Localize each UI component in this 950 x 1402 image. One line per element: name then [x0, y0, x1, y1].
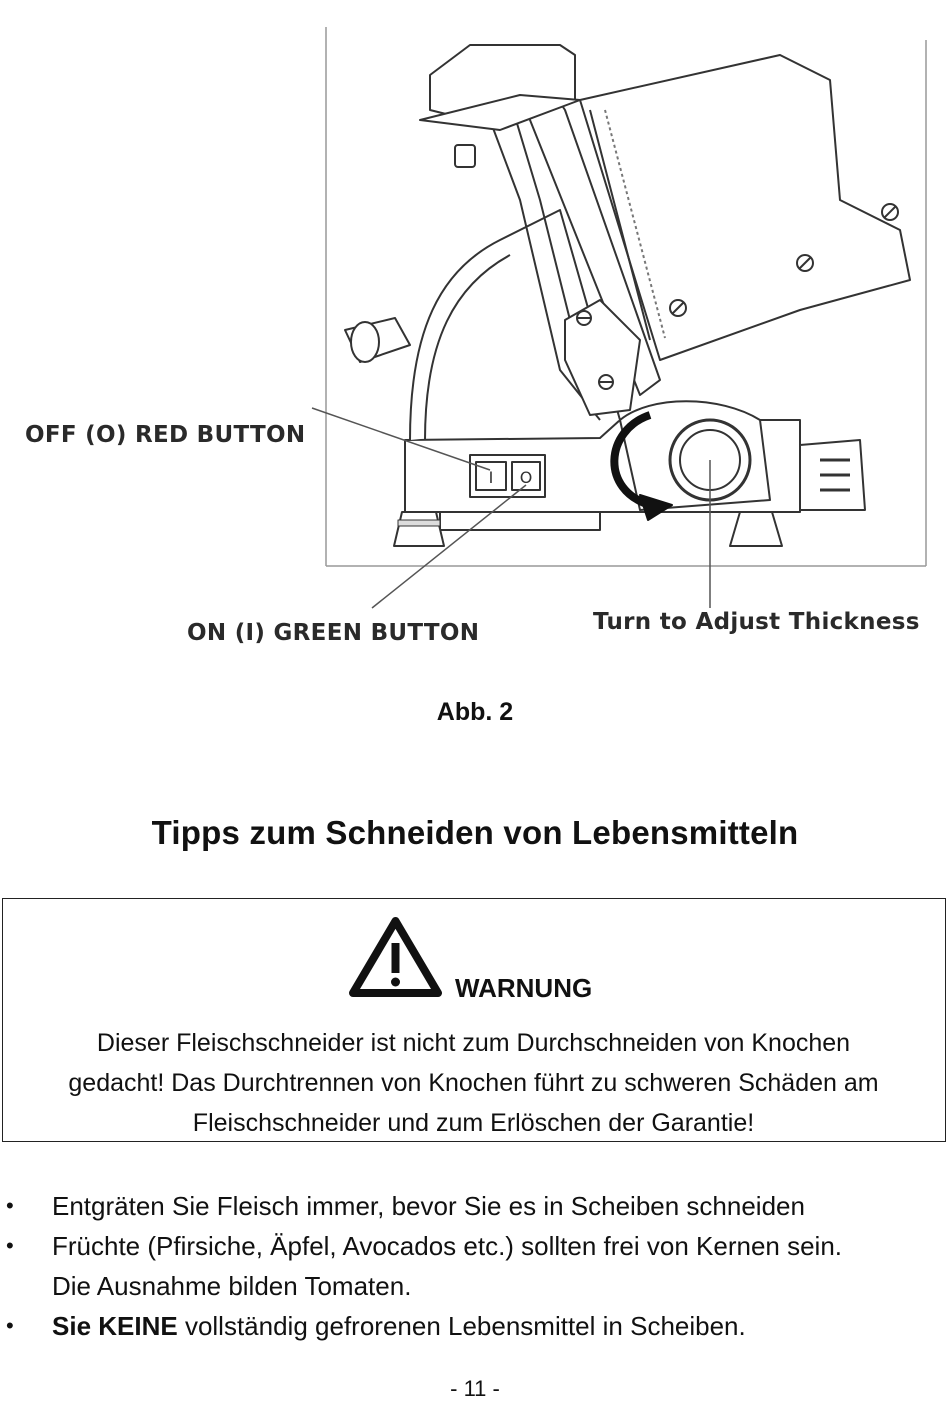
on-switch-label: I	[488, 468, 494, 487]
warning-line: gedacht! Das Durchtrennen von Knochen führt zu schweren Schäden am	[68, 1069, 879, 1097]
on-button-callout: ON (I) GREEN BUTTON	[187, 620, 480, 646]
slicer-figure	[0, 0, 950, 670]
page-number: - 11 -	[450, 1376, 500, 1401]
tip-emphasis: Sie KEINE	[52, 1311, 178, 1341]
tip-text-continued: Die Ausnahme bilden Tomaten.	[52, 1271, 412, 1301]
warning-line: Dieser Fleischschneider ist nicht zum Durchschneiden von Knochen	[96, 1029, 851, 1057]
warning-line: Fleischschneider und zum Erlöschen der Garantie!	[192, 1109, 755, 1137]
thickness-callout: Turn to Adjust Thickness	[593, 609, 920, 635]
bullet-icon: •	[6, 1193, 14, 1218]
tip-text: Früchte (Pfirsiche, Äpfel, Avocados etc.) sollten frei von Kernen sein.	[52, 1231, 843, 1261]
warning-box	[2, 898, 946, 1142]
off-switch-label: O	[519, 468, 533, 487]
tip-item	[0, 1226, 950, 1306]
off-button-callout: OFF (O) RED BUTTON	[25, 422, 306, 448]
tip-text: Entgräten Sie Fleisch immer, bevor Sie es in Scheiben schneiden	[52, 1191, 805, 1221]
figure-caption: Abb. 2	[436, 698, 514, 726]
bullet-icon: •	[6, 1313, 14, 1338]
tip-item	[0, 1306, 950, 1346]
section-title: Tipps zum Schneiden von Lebensmitteln	[151, 814, 799, 851]
tip-item	[0, 1186, 950, 1226]
tips-list	[0, 1186, 950, 1346]
warning-text	[3, 1023, 944, 1143]
meat-slicer-illustration	[0, 0, 950, 670]
warning-triangle-icon	[348, 915, 443, 999]
warning-title: WARNUNG	[455, 973, 593, 1003]
bullet-icon: •	[6, 1233, 14, 1258]
tip-text: vollständig gefrorenen Lebensmittel in Scheiben.	[177, 1311, 746, 1341]
